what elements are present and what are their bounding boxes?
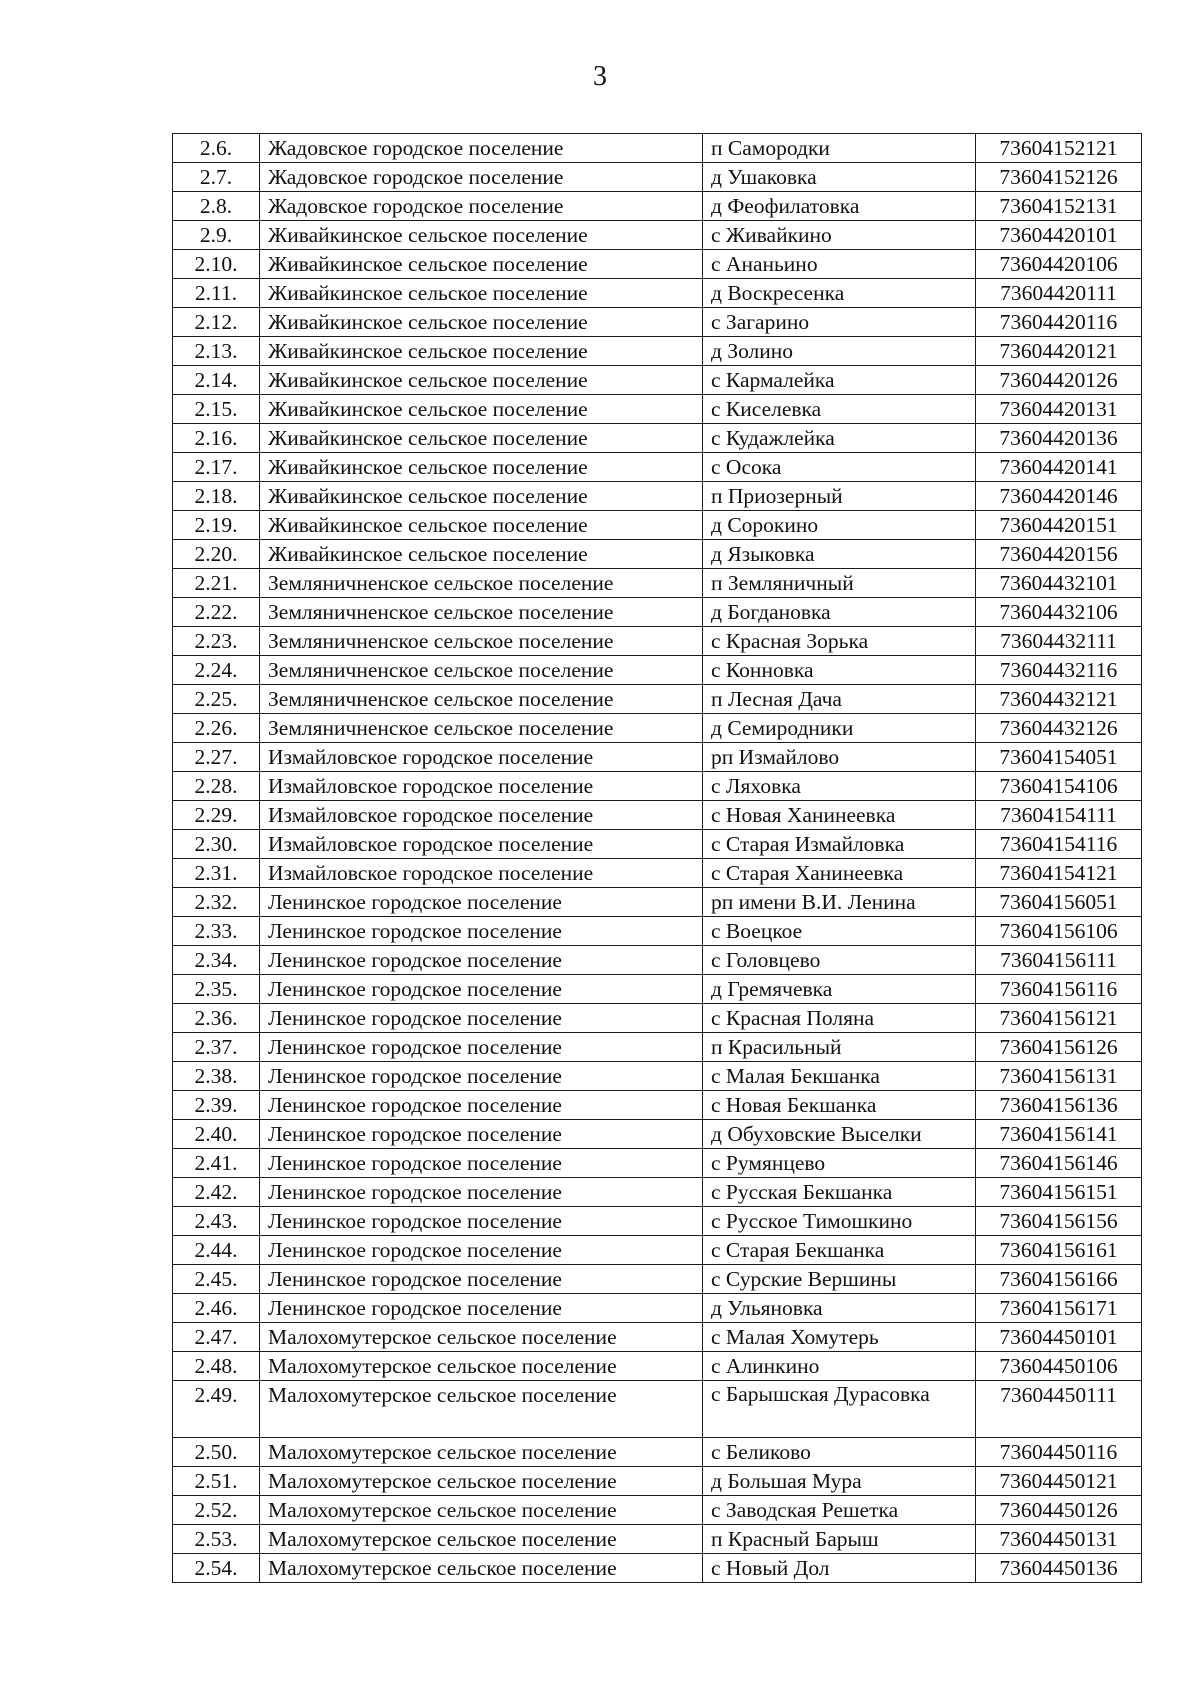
row-number: 2.27. [173,743,260,772]
oktmo-code: 73604152121 [976,134,1142,163]
oktmo-code: 73604154121 [976,859,1142,888]
municipality-name: Ленинское городское поселение [260,917,703,946]
table-row [173,511,1142,540]
oktmo-code: 73604420146 [976,482,1142,511]
municipality-name: Земляничненское сельское поселение [260,627,703,656]
row-number: 2.52. [173,1496,260,1525]
settlement-name: с Кудажлейка [703,424,976,453]
settlement-name: с Барышская Дурасовка [703,1381,976,1438]
row-number: 2.48. [173,1352,260,1381]
municipality-name: Измайловское городское поселение [260,859,703,888]
row-number: 2.41. [173,1149,260,1178]
settlement-name: д Обуховские Выселки [703,1120,976,1149]
row-number: 2.32. [173,888,260,917]
table-row [173,1236,1142,1265]
table-row [173,221,1142,250]
settlement-name: д Большая Мура [703,1467,976,1496]
municipality-name: Живайкинское сельское поселение [260,511,703,540]
table-row [173,888,1142,917]
oktmo-code: 73604432121 [976,685,1142,714]
table-row [173,453,1142,482]
oktmo-code: 73604450101 [976,1323,1142,1352]
settlement-name: с Красная Зорька [703,627,976,656]
settlement-name: с Головцево [703,946,976,975]
municipality-name: Ленинское городское поселение [260,1120,703,1149]
municipality-name: Измайловское городское поселение [260,772,703,801]
table-row [173,1120,1142,1149]
oktmo-code: 73604156106 [976,917,1142,946]
oktmo-code: 73604156111 [976,946,1142,975]
oktmo-code: 73604450131 [976,1525,1142,1554]
municipality-name: Земляничненское сельское поселение [260,569,703,598]
row-number: 2.8. [173,192,260,221]
municipality-name: Малохомутерское сельское поселение [260,1381,703,1438]
oktmo-code: 73604432116 [976,656,1142,685]
row-number: 2.29. [173,801,260,830]
row-number: 2.53. [173,1525,260,1554]
municipality-name: Малохомутерское сельское поселение [260,1352,703,1381]
municipality-name: Измайловское городское поселение [260,830,703,859]
settlement-name: с Сурские Вершины [703,1265,976,1294]
settlement-name: с Заводская Решетка [703,1496,976,1525]
row-number: 2.46. [173,1294,260,1323]
oktmo-code: 73604154116 [976,830,1142,859]
table-row [173,163,1142,192]
page-number: 3 [593,61,607,92]
municipality-name: Ленинское городское поселение [260,1294,703,1323]
settlement-name: д Феофилатовка [703,192,976,221]
settlement-name: с Русское Тимошкино [703,1207,976,1236]
table-row [173,772,1142,801]
municipality-name: Земляничненское сельское поселение [260,656,703,685]
settlement-name: с Старая Измайловка [703,830,976,859]
row-number: 2.42. [173,1178,260,1207]
municipality-name: Ленинское городское поселение [260,1236,703,1265]
table-row [173,569,1142,598]
table-row [173,337,1142,366]
settlement-name: п Самородки [703,134,976,163]
table-row [173,656,1142,685]
table-row [173,1323,1142,1352]
table-row [173,482,1142,511]
table-row [173,395,1142,424]
row-number: 2.30. [173,830,260,859]
row-number: 2.35. [173,975,260,1004]
table-row [173,540,1142,569]
municipality-name: Малохомутерское сельское поселение [260,1467,703,1496]
oktmo-code: 73604432126 [976,714,1142,743]
municipality-name: Ленинское городское поселение [260,1091,703,1120]
municipality-name: Ленинское городское поселение [260,1149,703,1178]
table-row [173,859,1142,888]
row-number: 2.11. [173,279,260,308]
row-number: 2.20. [173,540,260,569]
table-row [173,714,1142,743]
oktmo-code: 73604420126 [976,366,1142,395]
oktmo-code: 73604156146 [976,1149,1142,1178]
municipality-name: Малохомутерское сельское поселение [260,1554,703,1583]
oktmo-code: 73604432111 [976,627,1142,656]
row-number: 2.21. [173,569,260,598]
row-number: 2.12. [173,308,260,337]
municipality-name: Измайловское городское поселение [260,743,703,772]
row-number: 2.34. [173,946,260,975]
settlement-name: д Семиродники [703,714,976,743]
settlement-name: с Живайкино [703,221,976,250]
row-number: 2.39. [173,1091,260,1120]
municipality-name: Малохомутерское сельское поселение [260,1525,703,1554]
municipality-name: Живайкинское сельское поселение [260,482,703,511]
table-row [173,1033,1142,1062]
municipality-name: Малохомутерское сельское поселение [260,1323,703,1352]
table-row [173,1004,1142,1033]
settlements-table-body [173,134,1142,1583]
oktmo-code: 73604156131 [976,1062,1142,1091]
oktmo-code: 73604450121 [976,1467,1142,1496]
oktmo-code: 73604450126 [976,1496,1142,1525]
table-row [173,1554,1142,1583]
row-number: 2.16. [173,424,260,453]
row-number: 2.43. [173,1207,260,1236]
municipality-name: Земляничненское сельское поселение [260,714,703,743]
row-number: 2.47. [173,1323,260,1352]
settlement-name: с Осока [703,453,976,482]
municipality-name: Жадовское городское поселение [260,163,703,192]
settlement-name: рп Измайлово [703,743,976,772]
oktmo-code: 73604156121 [976,1004,1142,1033]
row-number: 2.50. [173,1438,260,1467]
row-number: 2.31. [173,859,260,888]
oktmo-code: 73604450106 [976,1352,1142,1381]
municipality-name: Живайкинское сельское поселение [260,279,703,308]
municipality-name: Живайкинское сельское поселение [260,250,703,279]
oktmo-code: 73604156126 [976,1033,1142,1062]
row-number: 2.14. [173,366,260,395]
table-row [173,424,1142,453]
row-number: 2.38. [173,1062,260,1091]
settlement-name: с Малая Хомутерь [703,1323,976,1352]
row-number: 2.17. [173,453,260,482]
settlement-name: с Ляховка [703,772,976,801]
settlement-name: д Золино [703,337,976,366]
row-number: 2.28. [173,772,260,801]
settlement-name: рп имени В.И. Ленина [703,888,976,917]
table-row [173,1207,1142,1236]
table-row [173,1091,1142,1120]
settlement-name: с Малая Бекшанка [703,1062,976,1091]
municipality-name: Жадовское городское поселение [260,192,703,221]
settlement-name: д Гремячевка [703,975,976,1004]
municipality-name: Ленинское городское поселение [260,1207,703,1236]
settlements-table [172,133,1142,1583]
table-row [173,1178,1142,1207]
municipality-name: Малохомутерское сельское поселение [260,1496,703,1525]
municipality-name: Ленинское городское поселение [260,946,703,975]
settlement-name: с Ананьино [703,250,976,279]
table-row [173,1265,1142,1294]
row-number: 2.44. [173,1236,260,1265]
settlement-name: с Новая Ханинеевка [703,801,976,830]
oktmo-code: 73604154106 [976,772,1142,801]
row-number: 2.51. [173,1467,260,1496]
oktmo-code: 73604432106 [976,598,1142,627]
oktmo-code: 73604420111 [976,279,1142,308]
settlement-name: д Сорокино [703,511,976,540]
municipality-name: Живайкинское сельское поселение [260,221,703,250]
table-row [173,366,1142,395]
municipality-name: Живайкинское сельское поселение [260,337,703,366]
row-number: 2.40. [173,1120,260,1149]
table-row [173,1352,1142,1381]
oktmo-code: 73604156136 [976,1091,1142,1120]
oktmo-code: 73604156166 [976,1265,1142,1294]
settlement-name: п Лесная Дача [703,685,976,714]
table-row [173,308,1142,337]
municipality-name: Живайкинское сельское поселение [260,453,703,482]
table-row [173,917,1142,946]
row-number: 2.45. [173,1265,260,1294]
settlement-name: д Языковка [703,540,976,569]
settlement-name: с Новая Бекшанка [703,1091,976,1120]
oktmo-code: 73604420156 [976,540,1142,569]
row-number: 2.6. [173,134,260,163]
settlement-name: п Земляничный [703,569,976,598]
oktmo-code: 73604420141 [976,453,1142,482]
municipality-name: Живайкинское сельское поселение [260,395,703,424]
oktmo-code: 73604156051 [976,888,1142,917]
settlement-name: д Ушаковка [703,163,976,192]
settlement-name: с Старая Ханинеевка [703,859,976,888]
row-number: 2.26. [173,714,260,743]
table-row [173,801,1142,830]
settlement-name: с Воецкое [703,917,976,946]
row-number: 2.37. [173,1033,260,1062]
table-row [173,975,1142,1004]
oktmo-code: 73604450116 [976,1438,1142,1467]
settlement-name: с Кармалейка [703,366,976,395]
oktmo-code: 73604450111 [976,1381,1142,1438]
table-row [173,279,1142,308]
row-number: 2.24. [173,656,260,685]
table-row [173,1062,1142,1091]
row-number: 2.10. [173,250,260,279]
oktmo-code: 73604154111 [976,801,1142,830]
settlement-name: с Киселевка [703,395,976,424]
table-row [173,1294,1142,1323]
oktmo-code: 73604156151 [976,1178,1142,1207]
oktmo-code: 73604152131 [976,192,1142,221]
row-number: 2.9. [173,221,260,250]
municipality-name: Жадовское городское поселение [260,134,703,163]
table-row [173,1381,1142,1438]
table-row [173,598,1142,627]
row-number: 2.36. [173,1004,260,1033]
table-row [173,830,1142,859]
municipality-name: Ленинское городское поселение [260,975,703,1004]
oktmo-code: 73604156116 [976,975,1142,1004]
oktmo-code: 73604420121 [976,337,1142,366]
table-row [173,743,1142,772]
settlement-name: п Красный Барыш [703,1525,976,1554]
oktmo-code: 73604450136 [976,1554,1142,1583]
row-number: 2.19. [173,511,260,540]
row-number: 2.33. [173,917,260,946]
table-row [173,250,1142,279]
row-number: 2.15. [173,395,260,424]
table-row [173,946,1142,975]
table-row [173,1525,1142,1554]
row-number: 2.54. [173,1554,260,1583]
oktmo-code: 73604156161 [976,1236,1142,1265]
oktmo-code: 73604420106 [976,250,1142,279]
table-row [173,1467,1142,1496]
oktmo-code: 73604154051 [976,743,1142,772]
row-number: 2.22. [173,598,260,627]
municipality-name: Живайкинское сельское поселение [260,424,703,453]
settlement-name: д Богдановка [703,598,976,627]
municipality-name: Живайкинское сельское поселение [260,308,703,337]
row-number: 2.49. [173,1381,260,1438]
table-row [173,1149,1142,1178]
table-row [173,685,1142,714]
oktmo-code: 73604420116 [976,308,1142,337]
settlement-name: п Приозерный [703,482,976,511]
oktmo-code: 73604420136 [976,424,1142,453]
municipality-name: Ленинское городское поселение [260,888,703,917]
table-row [173,1438,1142,1467]
oktmo-code: 73604420101 [976,221,1142,250]
settlement-name: с Красная Поляна [703,1004,976,1033]
municipality-name: Земляничненское сельское поселение [260,598,703,627]
table-row [173,1496,1142,1525]
municipality-name: Малохомутерское сельское поселение [260,1438,703,1467]
settlement-name: д Ульяновка [703,1294,976,1323]
municipality-name: Ленинское городское поселение [260,1265,703,1294]
settlement-name: п Красильный [703,1033,976,1062]
settlement-name: с Загарино [703,308,976,337]
settlement-name: с Алинкино [703,1352,976,1381]
settlement-name: с Румянцево [703,1149,976,1178]
municipality-name: Ленинское городское поселение [260,1178,703,1207]
municipality-name: Измайловское городское поселение [260,801,703,830]
municipality-name: Ленинское городское поселение [260,1033,703,1062]
settlement-name: с Старая Бекшанка [703,1236,976,1265]
municipality-name: Ленинское городское поселение [260,1062,703,1091]
municipality-name: Ленинское городское поселение [260,1004,703,1033]
table-row [173,192,1142,221]
oktmo-code: 73604420131 [976,395,1142,424]
oktmo-code: 73604152126 [976,163,1142,192]
settlement-name: д Воскресенка [703,279,976,308]
municipality-name: Живайкинское сельское поселение [260,540,703,569]
settlement-name: с Русская Бекшанка [703,1178,976,1207]
row-number: 2.18. [173,482,260,511]
oktmo-code: 73604156171 [976,1294,1142,1323]
settlement-name: с Беликово [703,1438,976,1467]
settlement-name: с Конновка [703,656,976,685]
row-number: 2.7. [173,163,260,192]
oktmo-code: 73604420151 [976,511,1142,540]
municipality-name: Земляничненское сельское поселение [260,685,703,714]
oktmo-code: 73604156141 [976,1120,1142,1149]
oktmo-code: 73604156156 [976,1207,1142,1236]
oktmo-code: 73604432101 [976,569,1142,598]
row-number: 2.25. [173,685,260,714]
table-row [173,134,1142,163]
table-row [173,627,1142,656]
row-number: 2.23. [173,627,260,656]
row-number: 2.13. [173,337,260,366]
settlement-name: с Новый Дол [703,1554,976,1583]
municipality-name: Живайкинское сельское поселение [260,366,703,395]
